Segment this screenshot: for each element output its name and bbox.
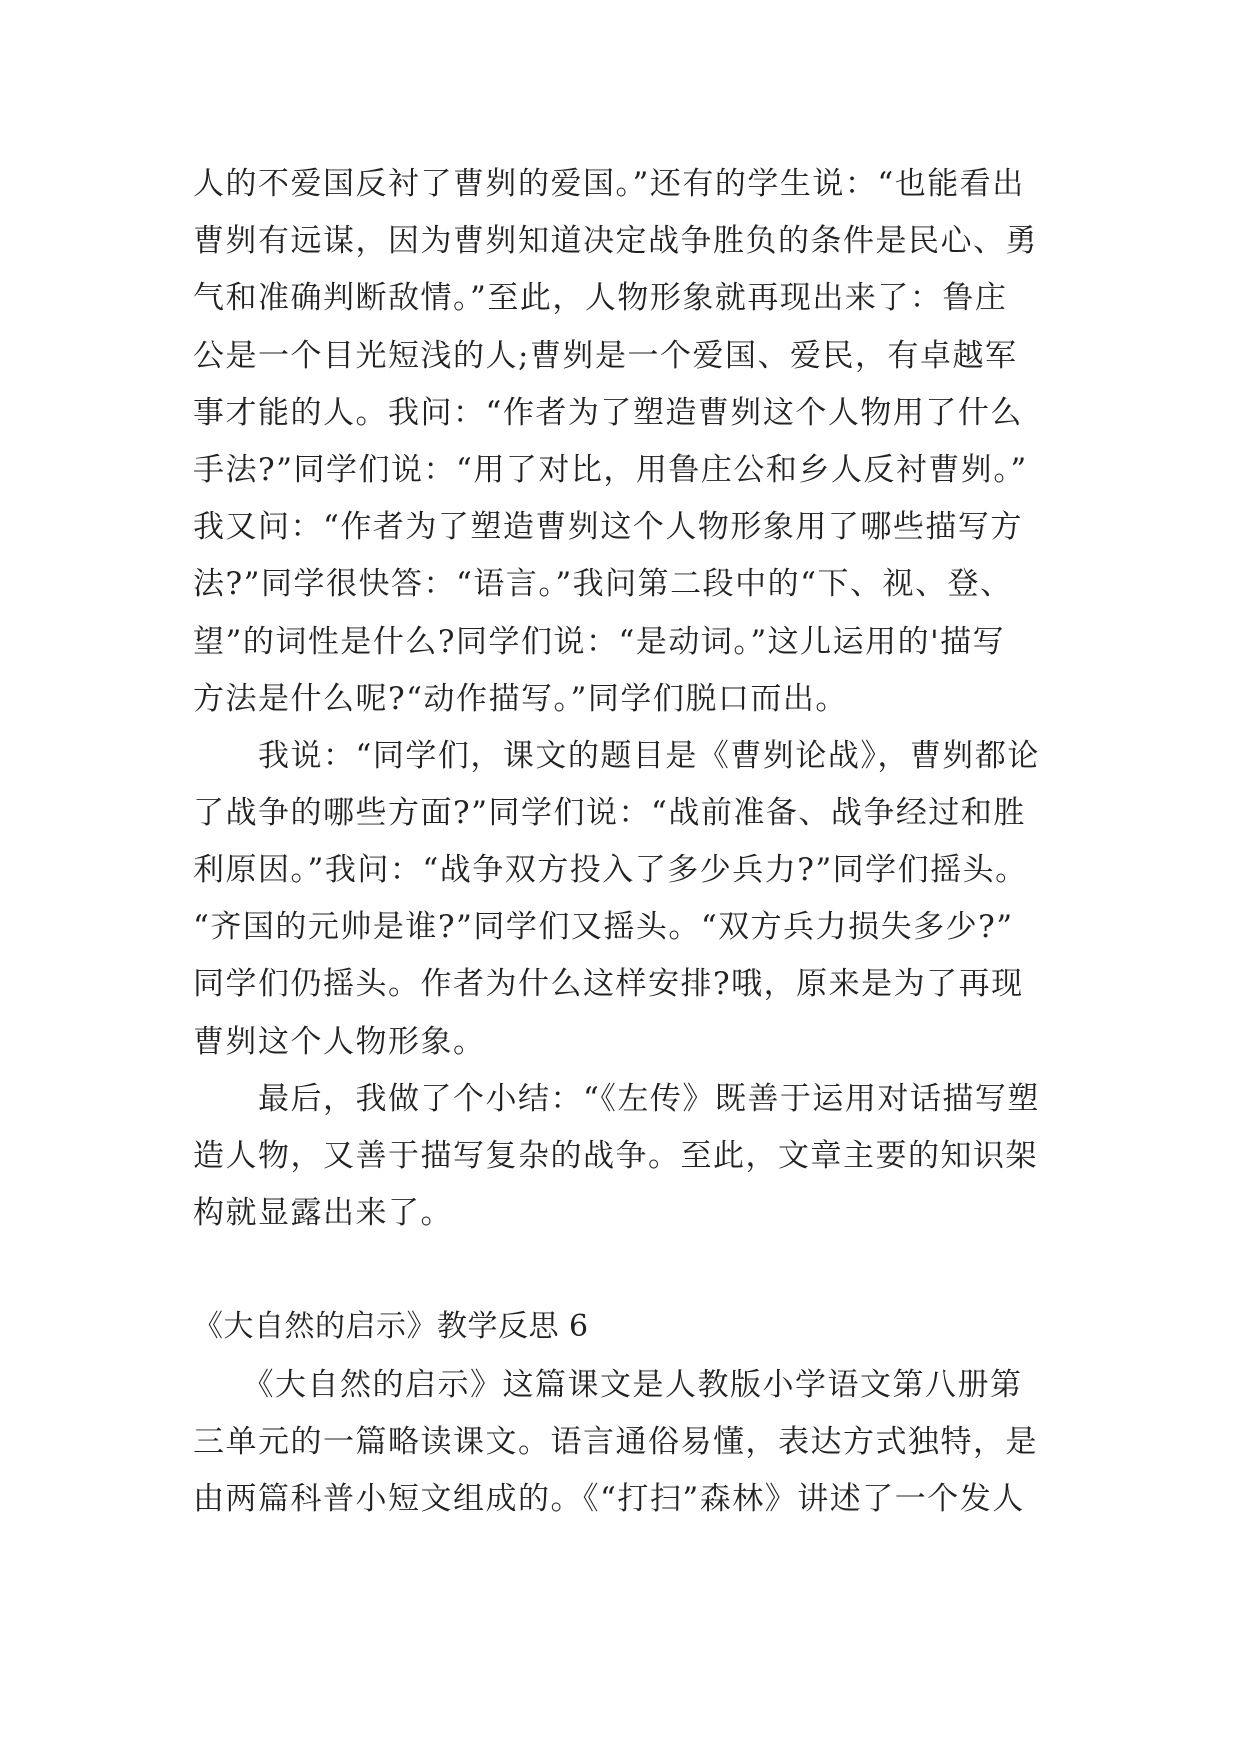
text-line: 最后，我做了个小结：“《左传》既善于运用对话描写塑 (193, 1081, 1040, 1117)
text-line: “齐国的元帅是谁?”同学们又摇头。“双方兵力损失多少?” (193, 909, 1014, 945)
text-line: 事才能的人。我问：“作者为了塑造曹刿这个人物用了什么 (193, 395, 1023, 431)
text-line: 望”的词性是什么?同学们说：“是动词。”这儿运用的'描写 (193, 624, 1006, 660)
text-line: 了战争的哪些方面?”同学们说：“战前准备、战争经过和胜 (193, 795, 1026, 831)
text-line: 利原因。”我问：“战争双方投入了多少兵力?”同学们摇头。 (193, 852, 1028, 888)
text-line: 构就显露出来了。 (193, 1195, 453, 1231)
text-line: 三单元的一篇略读课文。语言通俗易懂，表达方式独特，是 (193, 1424, 1038, 1460)
text-line: 手法?”同学们说：“用了对比，用鲁庄公和乡人反衬曹刿。” (193, 452, 1028, 488)
text-line: 同学们仍摇头。作者为什么这样安排?哦，原来是为了再现 (193, 966, 1024, 1002)
text-line: 《大自然的启示》这篇课文是人教版小学语文第八册第 (193, 1367, 1023, 1403)
text-line: 法?”同学很快答：“语言。”我问第二段中的“下、视、登、 (193, 566, 1013, 602)
text-line: 人的不爱国反衬了曹刿的爱国。”还有的学生说：“也能看出 (193, 166, 1025, 202)
text-line: 由两篇科普小短文组成的。《“打扫”森林》讲述了一个发人 (193, 1481, 1025, 1517)
text-line: 我说：“同学们，课文的题目是《曹刿论战》，曹刿都论 (193, 738, 1040, 774)
text-line: 公是一个目光短浅的人;曹刿是一个爱国、爱民，有卓越军 (193, 338, 1018, 374)
text-line: 我又问：“作者为了塑造曹刿这个人物形象用了哪些描写方 (193, 509, 1023, 545)
text-line: 曹刿这个人物形象。 (193, 1024, 486, 1060)
text-line: 气和准确判断敌情。”至此，人物形象就再现出来了：鲁庄 (193, 280, 1008, 316)
text-line: 造人物，又善于描写复杂的战争。至此，文章主要的知识架 (193, 1138, 1038, 1174)
text-line: 方法是什么呢?“动作描写。”同学们脱口而出。 (193, 681, 848, 717)
section-heading: 《大自然的启示》教学反思 6 (193, 1309, 589, 1344)
text-line: 曹刿有远谋，因为曹刿知道决定战争胜负的条件是民心、勇 (193, 223, 1038, 259)
